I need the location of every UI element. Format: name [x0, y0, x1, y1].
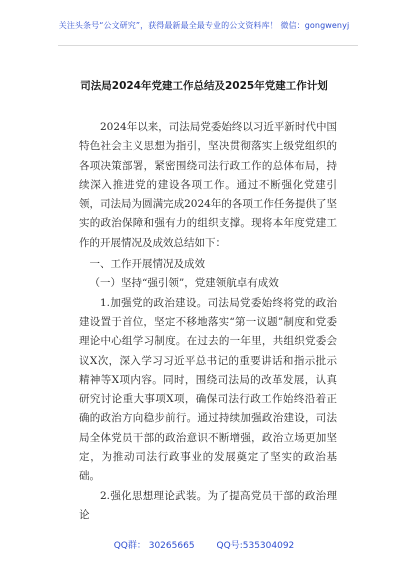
subsection-heading: （一）坚持“强引领”，党建领航卓有成效: [89, 277, 279, 290]
section-heading: 一、工作开展情况及成效: [89, 258, 205, 271]
body-paragraph: 2.强化思想理论武装。为了提高党员干部的政治理论: [79, 489, 337, 521]
intro-paragraph: 2024年以来，司法局党委始终以习近平新时代中国特色社会主义思想为指引，坚决贯彻落实上级党组织的各项决策部署，紧密围绕司法行政工作的总体布局，持续深入推进党的建设各项工作。通过不断强化党建引领，司法局为圆满完成2024年的各项工作任务提供了坚实的政治保障和强有力的组织支撑。现将本年度党建工作的开展情况及成效总结如下：: [79, 121, 337, 249]
header-divider: [58, 45, 358, 46]
document-body: [79, 118, 337, 525]
footer-contact: [0, 538, 408, 551]
body-paragraph: 1.加强党的政治建设。司法局党委始终将党的政治建设置于首位，坚定不移地落实“第一议题”制度和党委理论中心组学习制度。在过去的一年里，共组织党委会议X次，深入学习习近平总书记的重要讲话和指示批示精神等X项内容。同时，围绕司法局的改革发展，认真研究讨论重大事项X项，确保司法行政工作始终沿着正确的政治方向稳步前行。通过持续加强政治建设，司法局全体党员干部的政治意识不断增强，政治立场更加坚定，为推动司法行政事业的发展奠定了坚实的政治基础。: [79, 296, 337, 483]
footer-qq-group: QQ群： 30265665: [113, 541, 195, 551]
document-title: 司法局2024年党建工作总结及2025年党建工作计划: [80, 80, 328, 92]
footer-qq-number: QQ号:535304092: [216, 541, 295, 551]
header-banner: 关注头条号“公文研究”，获得最新最全最专业的公文资料库！ 微信：gongwenyj: [58, 21, 350, 30]
